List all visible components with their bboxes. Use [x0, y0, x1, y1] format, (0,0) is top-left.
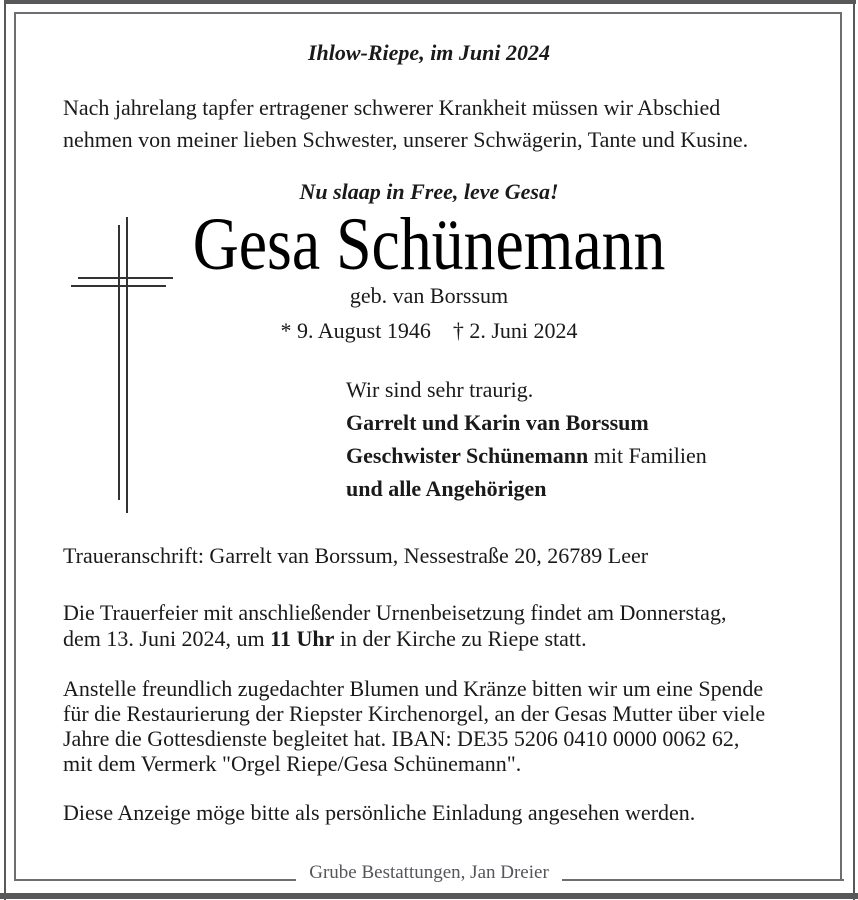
mourners-line-3-bold: Geschwister Schünemann — [346, 443, 589, 468]
motto — [0, 179, 858, 205]
outer-frame-left — [4, 0, 6, 900]
ceremony-time: 11 Uhr — [270, 626, 335, 651]
footer-rule-right — [562, 879, 844, 881]
invitation-text: Diese Anzeige möge bitte als persönliche Einladung angesehen werden. — [63, 800, 696, 825]
mourners-line-3-rest: mit Familien — [588, 443, 707, 468]
life-dates — [0, 318, 858, 344]
dateline — [0, 40, 858, 66]
ceremony-line-2-suffix: in der Kirche zu Riepe statt. — [334, 626, 587, 651]
motto-text: Nu slaap in Free, leve Gesa! — [299, 179, 559, 204]
outer-frame-bottom — [0, 893, 858, 899]
outer-frame-right — [853, 0, 855, 900]
ceremony-line-1: Die Trauerfeier mit anschließender Urnenbeisetzung findet am Donnerstag, — [63, 600, 727, 625]
mourners-line-2: Garrelt und Karin van Borssum — [346, 410, 649, 435]
outer-frame-top — [4, 0, 856, 4]
ceremony-paragraph — [63, 600, 726, 652]
maiden-name — [0, 283, 858, 309]
intro-line-2: nehmen von meiner lieben Schwester, unserer Schwägerin, Tante und Kusine. — [63, 127, 749, 152]
birth-date: * 9. August 1946 — [280, 318, 431, 343]
ceremony-line-2-prefix: dem 13. Juni 2024, um — [63, 626, 271, 651]
condolence-address-text: Traueranschrift: Garrelt van Borssum, Nessestraße 20, 26789 Leer — [63, 543, 649, 568]
dateline-text: Ihlow-Riepe, im Juni 2024 — [307, 40, 551, 65]
mourners-line-4: und alle Angehörigen — [346, 476, 547, 501]
footer-rule-left — [14, 879, 296, 881]
deceased-name — [0, 205, 858, 285]
deceased-name-text: Gesa Schünemann — [192, 203, 666, 286]
ceremony-line-2 — [63, 626, 726, 652]
intro-paragraph — [63, 92, 748, 156]
donation-line-2: für die Restaurierung der Riepster Kirchenorgel, an der Gesas Mutter über viele — [63, 701, 766, 726]
invitation-line — [63, 800, 695, 826]
death-date: † 2. Juni 2024 — [452, 318, 578, 343]
mourners-line-1: Wir sind sehr traurig. — [346, 377, 534, 402]
maiden-name-text: geb. van Borssum — [349, 283, 509, 308]
mourners-block — [346, 373, 707, 505]
donation-line-1: Anstelle freundlich zugedachter Blumen und Kränze bitten wir um eine Spende — [63, 676, 764, 701]
donation-line-4: mit dem Vermerk "Orgel Riepe/Gesa Schünemann". — [63, 751, 522, 776]
footer — [14, 861, 844, 885]
donation-line-3: Jahre die Gottesdienste begleitet hat. IBAN: DE35 5206 0410 0000 0062 62, — [63, 726, 740, 751]
donation-paragraph — [63, 676, 765, 776]
mourners-line-3 — [346, 439, 707, 472]
condolence-address — [63, 543, 648, 569]
intro-line-1: Nach jahrelang tapfer ertragener schwerer Krankheit müssen wir Abschied — [63, 95, 721, 120]
funeral-home-name: Grube Bestattungen, Jan Dreier — [309, 862, 549, 883]
